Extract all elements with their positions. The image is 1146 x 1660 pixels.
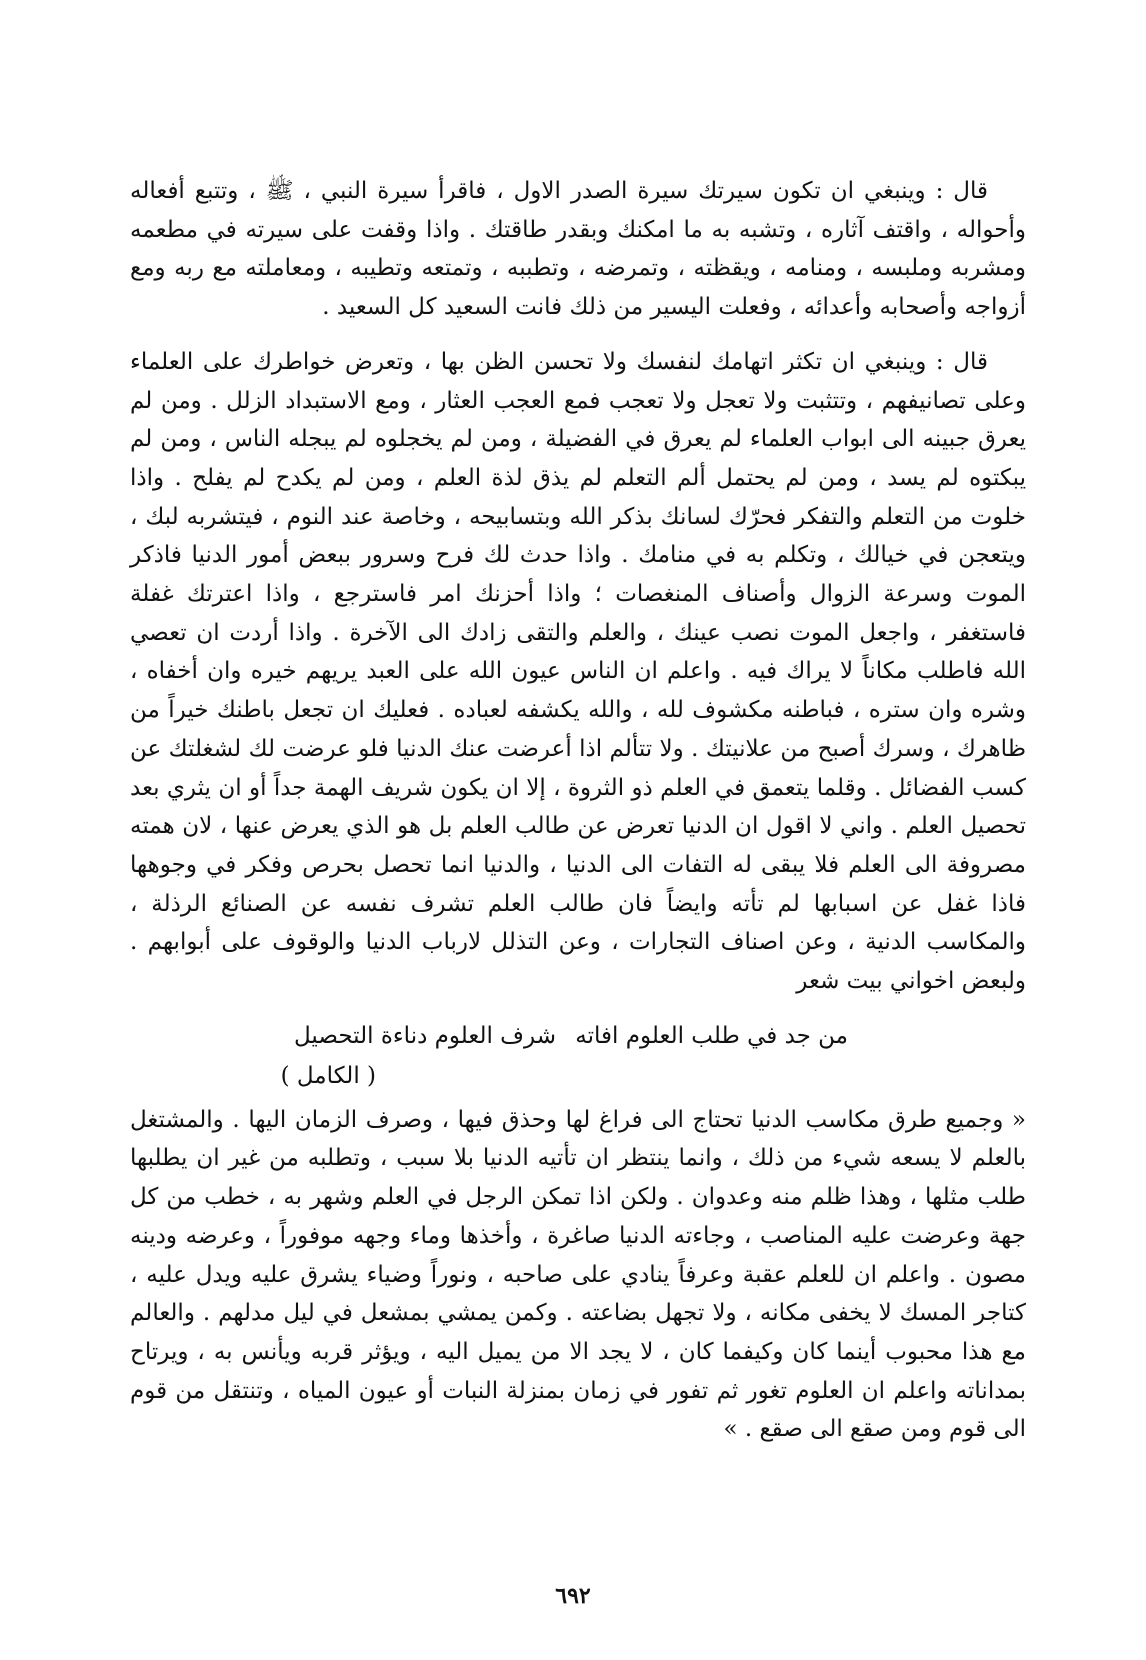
- page-body: [130, 172, 1026, 1465]
- verse-second-hemistich: شرف العلوم دناءة التحصيل: [294, 1022, 556, 1049]
- paragraph-advice: قال : وينبغي ان تكثر اتهامك لنفسك ولا تحسن الظن بها ، وتعرض خواطرك على العلماء وعلى تصانيفهم ، وتتثبت ولا تعجل ولا تعجب فمع العجب العثار ، ومع الاستبداد الزلل . ومن لم يعرق جبينه الى ابواب العلماء لم يعرق في الفضيلة ، ومن لم يخجلوه لم يبجله الناس ، ومن لم يبكتوه لم يسد ، ومن لم يحتمل ألم التعلم لم يذق لذة العلم ، ومن لم يكدح لم يفلح . واذا خلوت من التعلم والتفكر فحرّك لسانك بذكر الله وبتسابيحه ، وخاصة عند النوم ، فيتشربه لبك ، ويتعجن في خيالك ، وتكلم به في منامك . واذا حدث لك فرح وسرور ببعض أمور الدنيا فاذكر الموت وسرعة الزوال وأصناف المنغصات ؛ واذا أحزنك امر فاسترجع ، واذا اعترتك غفلة فاستغفر ، واجعل الموت نصب عينك ، والعلم والتقى زادك الى الآخرة . واذا أردت ان تعصي الله فاطلب مكاناً لا يراك فيه . واعلم ان الناس عيون الله على العبد يريهم خيره وان أخفاه ، وشره وان ستره ، فباطنه مكشوف لله ، والله يكشفه لعباده . فعليك ان تجعل باطنك خيراً من ظاهرك ، وسرك أصبح من علانيتك . ولا تتألم اذا أعرضت عنك الدنيا فلو عرضت لك لشغلتك عن كسب الفضائل . وقلما يتعمق في العلم ذو الثروة ، إلا ان يكون شريف الهمة جداً أو ان يثري بعد تحصيل العلم . واني لا اقول ان الدنيا تعرض عن طالب العلم بل هو الذي يعرض عنها ، لان همته مصروفة الى العلم فلا يبقى له التفات الى الدنيا ، والدنيا انما تحصل بحرص وفكر في وجوهها فاذا غفل عن اسبابها لم تأته وايضاً فان طالب العلم تشرف نفسه عن الصنائع الرذلة ، والمكاسب الدنية ، وعن اصناف التجارات ، وعن التذلل لارباب الدنيا والوقوف على أبوابهم . ولبعض اخواني بيت شعر: [130, 348, 1026, 995]
- poem-verse: [130, 1017, 1026, 1095]
- verse-meter-label: ( الكامل ): [280, 1062, 376, 1089]
- paragraph-closing-quote: « وجميع طرق مكاسب الدنيا تحتاج الى فراغ لها وحذق فيها ، وصرف الزمان اليها . والمشتغل بالعلم لا يسعه شيء من ذلك ، وانما ينتظر ان تأتيه الدنيا بلا سبب ، وتطلبه من غير ان يطلبها طلب مثلها ، وهذا ظلم منه وعدوان . ولكن اذا تمكن الرجل في العلم وشهر به ، خطب من كل جهة وعرضت عليه المناصب ، وجاءته الدنيا صاغرة ، وأخذها وماء وجهه موفوراً ، وعرضه ودينه مصون . واعلم ان للعلم عقبة وعرفاً ينادي على صاحبه ، ونوراً وضياء يشرق عليه ويدل عليه ، كتاجر المسك لا يخفى مكانه ، ولا تجهل بضاعته . وكمن يمشي بمشعل في ليل مدلهم . والعالم مع هذا محبوب أينما كان وكيفما كان ، لا يجد الا من يميل اليه ، ويؤثر قربه ويأنس به ، ويرتاح بمداناته واعلم ان العلوم تغور ثم تفور في زمان بمنزلة النبات أو عيون المياه ، وتنتقل من قوم الى قوم ومن صقع الى صقع . »: [130, 1106, 1026, 1443]
- verse-first-hemistich: من جد في طلب العلوم افاته: [575, 1022, 848, 1049]
- paragraph-sira: قال : وينبغي ان تكون سيرتك سيرة الصدر الاول ، فاقرأ سيرة النبي ، ﷺ ، وتتبع أفعاله وأحواله ، واقتف آثاره ، وتشبه به ما امكنك وبقدر طاقتك . واذا وقفت على سيرته في مطعمه ومشربه وملبسه ، ومنامه ، ويقظته ، وتمرضه ، وتطببه ، وتمتعه وتطيبه ، ومعاملته مع ربه ومع أزواجه وأصحابه وأعدائه ، وفعلت اليسير من ذلك فانت السعيد كل السعيد .: [130, 178, 1026, 321]
- page-number: ٦٩٢: [555, 1583, 591, 1609]
